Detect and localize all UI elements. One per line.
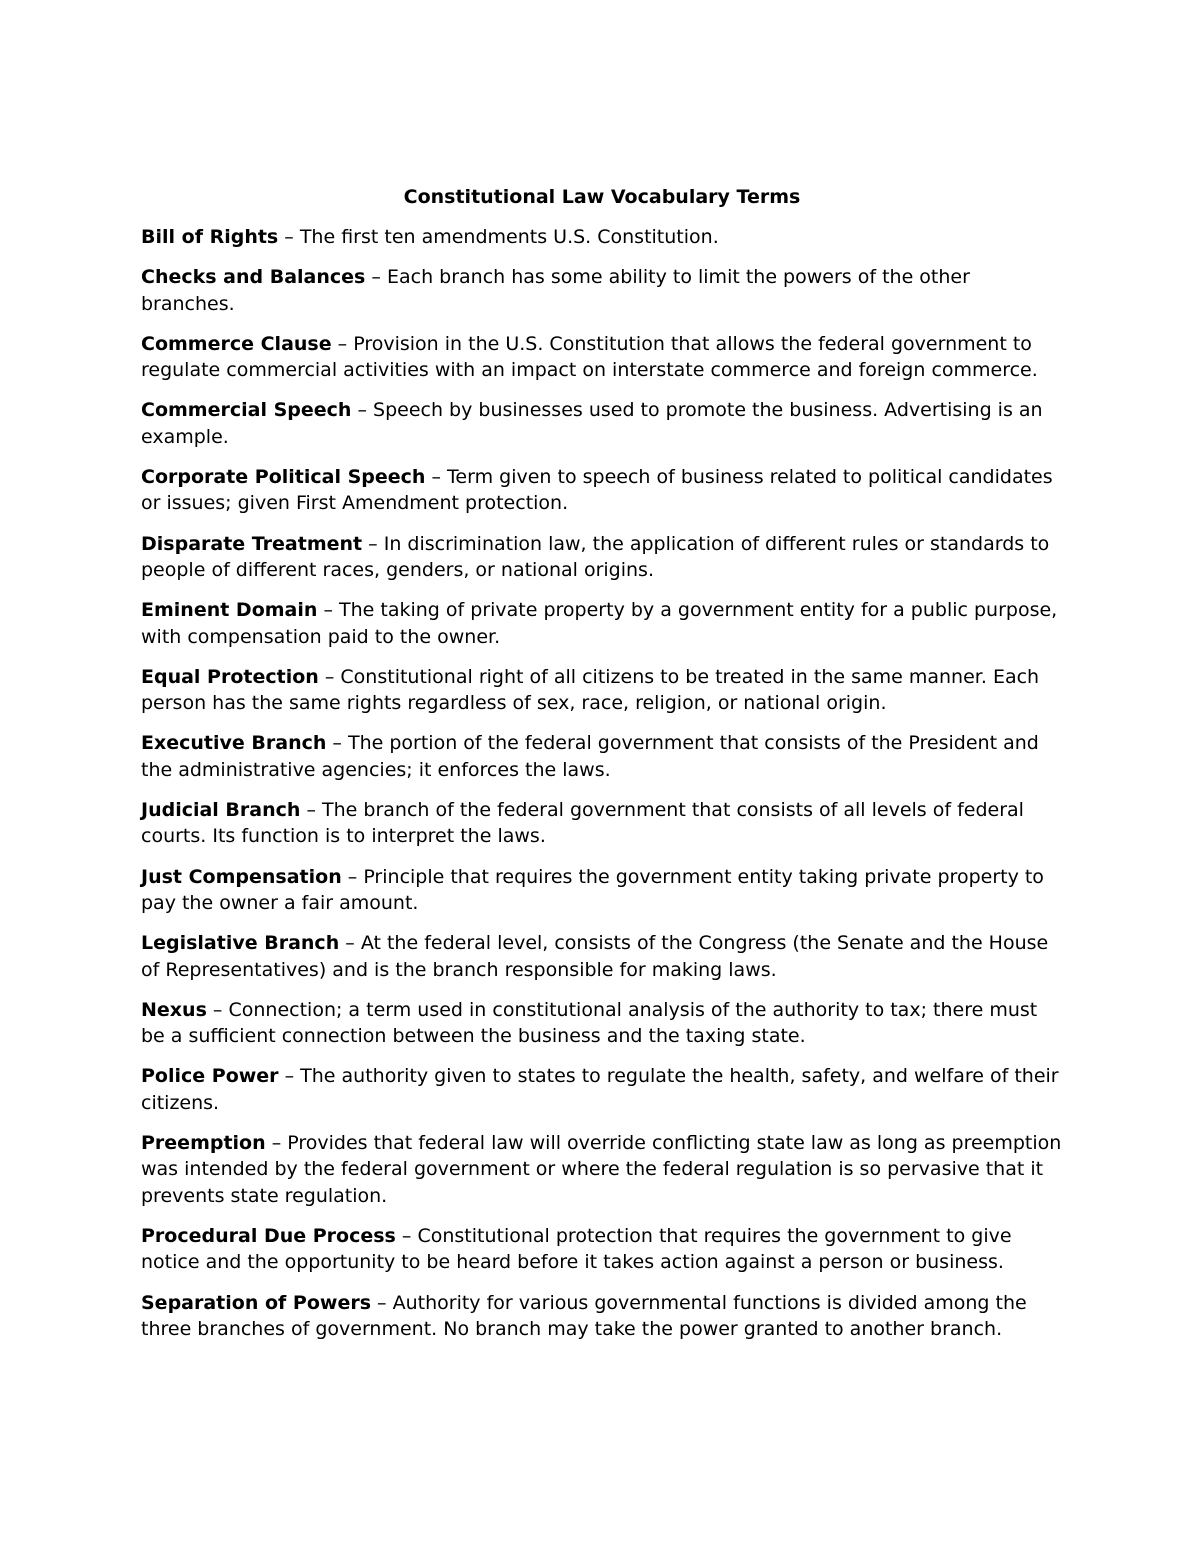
term-separator: – <box>318 665 341 688</box>
term-separator: – <box>278 1065 301 1088</box>
vocabulary-entry <box>141 930 1063 983</box>
vocabulary-entry <box>141 531 1063 584</box>
term-definition: Each branch has some ability to limit the powers of the other branches. <box>141 266 970 315</box>
vocabulary-entry <box>141 664 1063 717</box>
vocabulary-entry <box>141 331 1063 384</box>
vocabulary-entry <box>141 464 1063 517</box>
term-definition: The authority given to states to regulate the health, safety, and welfare of their citizens. <box>141 1065 1059 1114</box>
term-name: Separation of Powers <box>141 1291 372 1314</box>
term-name: Legislative Branch <box>141 932 340 955</box>
vocabulary-entry <box>141 797 1063 850</box>
term-separator: – <box>365 266 387 289</box>
term-separator: – <box>265 1132 288 1155</box>
term-name: Commerce Clause <box>141 332 332 355</box>
term-name: Commercial Speech <box>141 399 352 422</box>
term-separator: – <box>395 1224 418 1247</box>
term-definition: At the federal level, consists of the Congress (the Senate and the House of Representatives) and is the branch responsible for making laws. <box>141 932 1049 981</box>
term-definition: Constitutional protection that requires the government to give notice and the opportunity to be heard before it takes action against a person or business. <box>141 1224 1012 1274</box>
vocabulary-entry <box>141 997 1063 1050</box>
term-name: Checks and Balances <box>141 266 366 289</box>
term-separator: – <box>206 998 229 1021</box>
term-separator: – <box>331 332 354 355</box>
term-name: Eminent Domain <box>141 599 318 622</box>
term-separator: – <box>317 599 340 622</box>
term-name: Executive Branch <box>141 732 327 755</box>
term-name: Bill of Rights <box>141 226 279 248</box>
vocabulary-entry <box>141 397 1063 450</box>
vocabulary-entry <box>141 597 1063 650</box>
term-name: Preemption <box>141 1132 266 1155</box>
term-definition: Term given to speech of business related to political candidates or issues; given First Amendment protection. <box>141 466 1053 515</box>
term-definition: Authority for various governmental functions is divided among the three branches of government. No branch may take the power granted to another branch. <box>141 1291 1027 1340</box>
term-separator: – <box>351 399 374 422</box>
term-separator: – <box>341 865 364 888</box>
term-name: Just Compensation <box>141 865 342 888</box>
term-separator: – <box>300 799 323 822</box>
term-separator: – <box>326 732 348 755</box>
term-definition: The portion of the federal government that consists of the President and the administrative agencies; it enforces the laws. <box>141 732 1039 781</box>
vocabulary-entry <box>141 1223 1063 1276</box>
term-name: Disparate Treatment <box>141 532 363 555</box>
vocabulary-entry <box>141 1290 1063 1343</box>
term-definition: In discrimination law, the application of different rules or standards to people of different races, genders, or national origins. <box>141 532 1050 581</box>
term-name: Procedural Due Process <box>141 1224 396 1247</box>
document-page <box>141 184 1063 1356</box>
term-name: Police Power <box>141 1065 279 1088</box>
vocabulary-entry <box>141 1063 1063 1116</box>
term-name: Equal Protection <box>141 665 319 688</box>
vocabulary-entry <box>141 1130 1063 1209</box>
term-definition: Provision in the U.S. Constitution that allows the federal government to regulate commercial activities with an impact on interstate commerce and foreign commerce. <box>141 332 1038 382</box>
vocabulary-entry <box>141 730 1063 783</box>
term-separator: – <box>362 532 384 555</box>
vocabulary-list <box>141 224 1063 1342</box>
vocabulary-entry <box>141 224 1063 250</box>
term-definition: Connection; a term used in constitutional analysis of the authority to tax; there must be a sufficient connection between the business and the taxing state. <box>141 998 1038 1048</box>
vocabulary-entry <box>141 264 1063 317</box>
term-definition: The branch of the federal government that consists of all levels of federal courts. Its function is to interpret the laws. <box>141 799 1024 848</box>
term-definition: The taking of private property by a government entity for a public purpose, with compensation paid to the owner. <box>141 599 1058 648</box>
term-name: Corporate Political Speech <box>141 466 426 489</box>
term-separator: – <box>278 226 300 248</box>
term-definition: The first ten amendments U.S. Constitution. <box>299 226 719 248</box>
term-name: Nexus <box>141 998 207 1021</box>
term-name: Judicial Branch <box>141 799 301 822</box>
term-definition: Speech by businesses used to promote the business. Advertising is an example. <box>141 399 1043 448</box>
term-separator: – <box>425 466 448 489</box>
term-definition: Principle that requires the government entity taking private property to pay the owner a fair amount. <box>141 865 1044 914</box>
term-separator: – <box>371 1291 393 1314</box>
vocabulary-entry <box>141 864 1063 917</box>
term-definition: Constitutional right of all citizens to be treated in the same manner. Each person has the same rights regardless of sex, race, religion, or national origin. <box>141 665 1040 715</box>
document-title: Constitutional Law Vocabulary Terms <box>403 186 801 208</box>
term-separator: – <box>339 932 361 955</box>
term-definition: Provides that federal law will override conflicting state law as long as preemption was intended by the federal government or where the federal regulation is so pervasive that it prevents state regulation. <box>141 1132 1062 1207</box>
